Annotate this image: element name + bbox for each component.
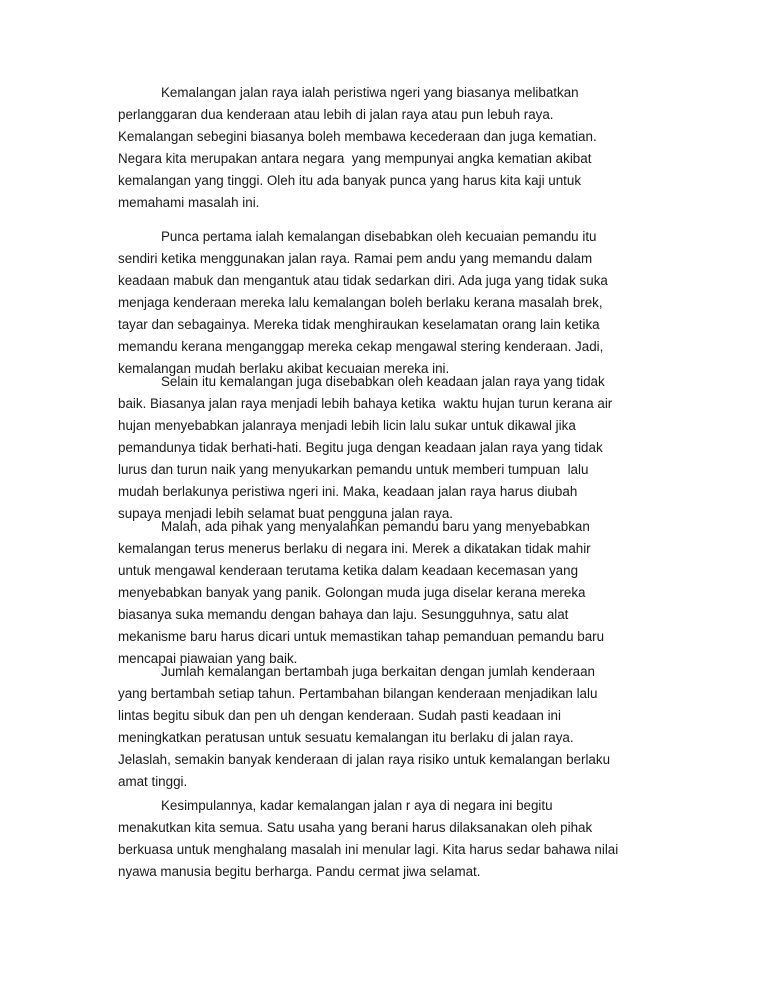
text-line: Kesimpulannya, kadar kemalangan jalan r aya di negara ini begitu [161,798,553,813]
text-line: pemandunya tidak berhati-hati. Begitu juga dengan keadaan jalan raya yang tidak [118,440,603,455]
text-line: menjaga kenderaan mereka lalu kemalangan boleh berlaku kerana masalah brek, [118,295,603,310]
text-line: lurus dan turun naik yang menyukarkan pemandu untuk memberi tumpuan lalu [118,462,589,477]
text-line: tayar dan sebagainya. Mereka tidak menghiraukan keselamatan orang lain ketika [118,317,600,332]
text-line: baik. Biasanya jalan raya menjadi lebih bahaya ketika waktu hujan turun kerana air [118,396,613,411]
text-line: Jumlah kemalangan bertambah juga berkaitan dengan jumlah kenderaan [161,664,595,679]
text-line: amat tinggi. [118,774,188,789]
text-line: lintas begitu sibuk dan pen uh dengan kenderaan. Sudah pasti keadaan ini [118,708,561,723]
text-line: kemalangan mudah berlaku akibat kecuaian mereka ini. [118,361,450,376]
text-line: berkuasa untuk menghalang masalah ini menular lagi. Kita harus sedar bahawa nilai [118,842,619,857]
text-line: perlanggaran dua kenderaan atau lebih di jalan raya atau pun lebuh raya. [118,107,554,122]
text-line: untuk mengawal kenderaan terutama ketika dalam keadaan kecemasan yang [118,563,579,578]
text-line: Malah, ada pihak yang menyalahkan pemandu baru yang menyebabkan [161,519,590,534]
text-line: menakutkan kita semua. Satu usaha yang berani harus dilaksanakan oleh pihak [118,820,593,835]
text-line: hujan menyebabkan jalanraya menjadi lebih licin lalu sukar untuk dikawal jika [118,418,576,433]
text-line: Negara kita merupakan antara negara yang mempunyai angka kematian akibat [118,151,592,166]
text-line: supaya menjadi lebih selamat buat pengguna jalan raya. [118,506,453,521]
text-line: mekanisme baru harus dicari untuk memastikan tahap pemanduan pemandu baru [118,629,605,644]
text-line: meningkatkan peratusan untuk sesuatu kemalangan itu berlaku di jalan raya. [118,730,574,745]
text-line: yang bertambah setiap tahun. Pertambahan bilangan kenderaan menjadikan lalu [118,686,598,701]
text-line: Kemalangan sebegini biasanya boleh membawa kecederaan dan juga kematian. [118,129,597,144]
text-line: mencapai piawaian yang baik. [118,651,298,666]
text-line: Punca pertama ialah kemalangan disebabkan oleh kecuaian pemandu itu [161,229,597,244]
text-line: sendiri ketika menggunakan jalan raya. Ramai pem andu yang memandu dalam [118,251,593,266]
text-line: memahami masalah ini. [118,195,260,210]
text-line: biasanya suka memandu dengan bahaya dan laju. Sesungguhnya, satu alat [118,607,569,622]
text-line: mudah berlakunya peristiwa ngeri ini. Maka, keadaan jalan raya harus diubah [118,484,578,499]
text-line: menyebabkan banyak yang panik. Golongan muda juga diselar kerana mereka [118,585,586,600]
text-line: Jelaslah, semakin banyak kenderaan di jalan raya risiko untuk kemalangan berlaku [118,752,611,767]
text-line: Kemalangan jalan raya ialah peristiwa ngeri yang biasanya melibatkan [161,85,579,100]
text-line: memandu kerana menganggap mereka cekap mengawal stering kenderaan. Jadi, [118,339,604,354]
text-line: keadaan mabuk dan mengantuk atau tidak sedarkan diri. Ada juga yang tidak suka [118,273,608,288]
text-line: kemalangan yang tinggi. Oleh itu ada banyak punca yang harus kita kaji untuk [118,173,582,188]
text-line: Selain itu kemalangan juga disebabkan oleh keadaan jalan raya yang tidak [161,374,605,389]
text-line: kemalangan terus menerus berlaku di negara ini. Merek a dikatakan tidak mahir [118,541,591,556]
text-line: nyawa manusia begitu berharga. Pandu cermat jiwa selamat. [118,864,481,879]
